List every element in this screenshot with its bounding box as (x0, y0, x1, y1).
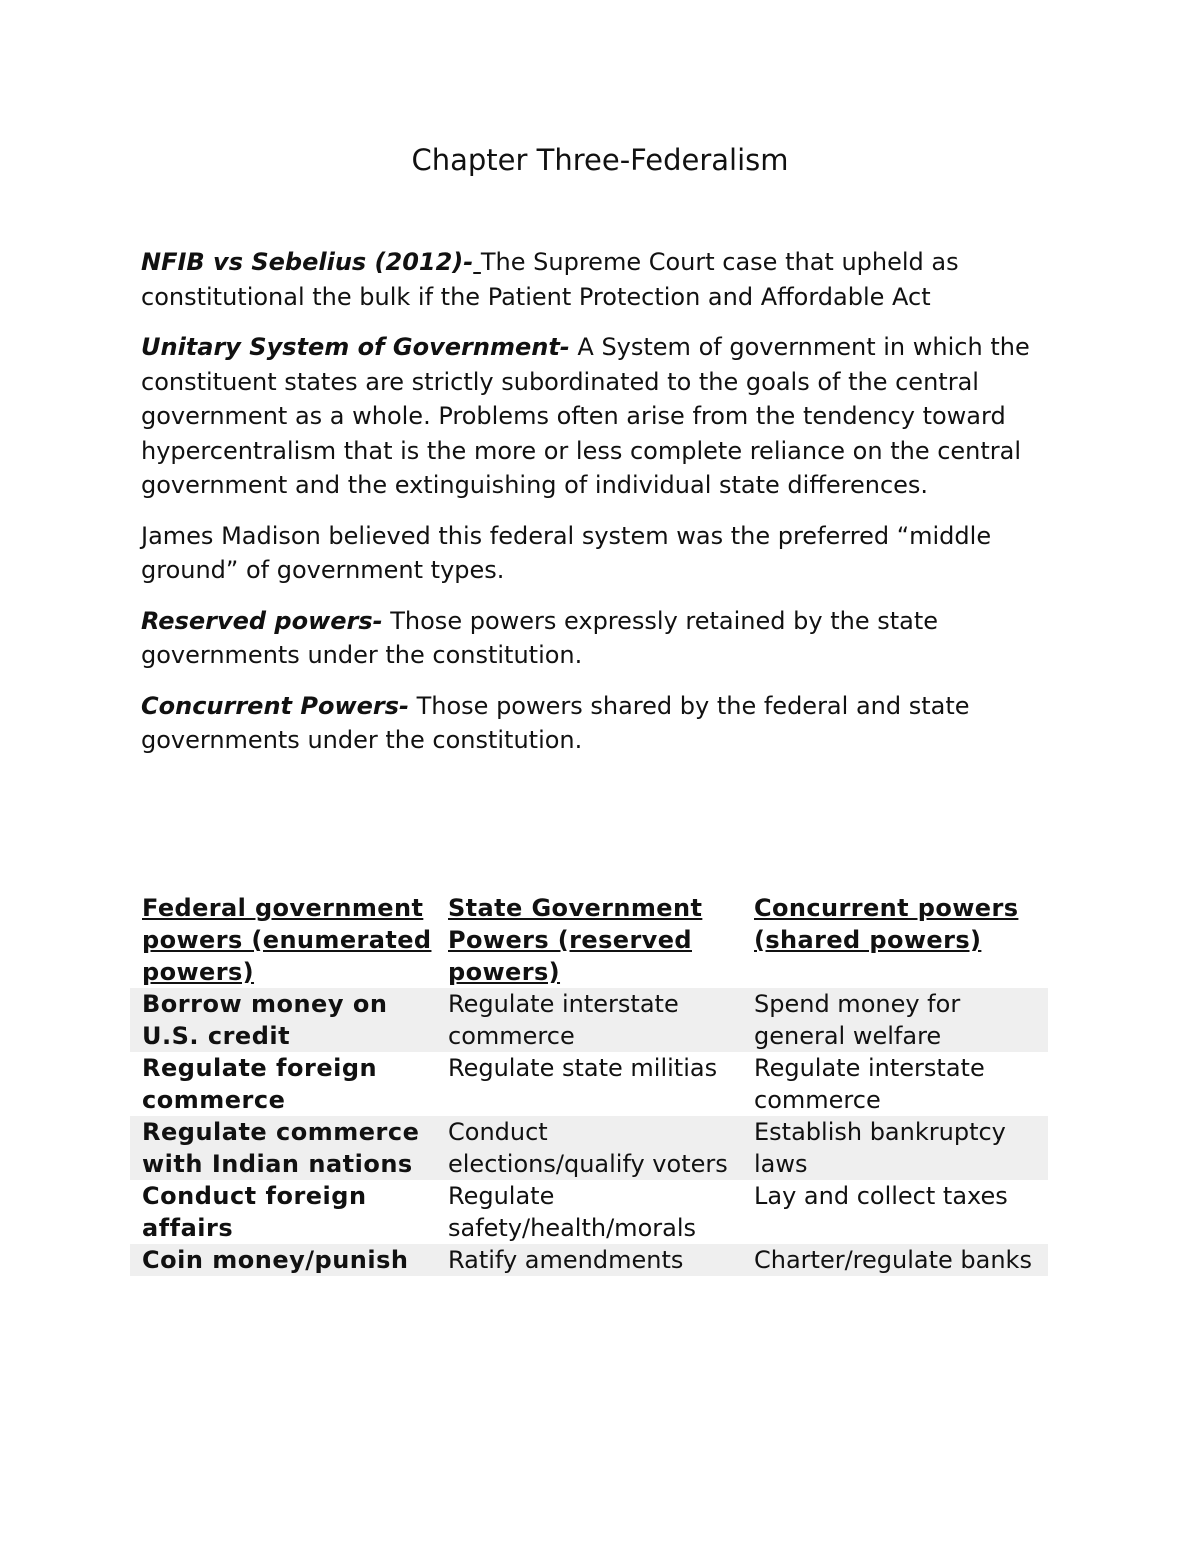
state-power-cell: Regulate safety/health/morals (448, 1182, 696, 1242)
table-row (130, 1116, 1048, 1180)
definition-concurrent (141, 689, 1071, 758)
federal-power-cell: Coin money/punish (130, 1244, 436, 1276)
concurrent-power-cell: Regulate interstate commerce (754, 1054, 985, 1114)
underlined-gap (473, 248, 481, 276)
term-reserved: Reserved powers- (141, 606, 383, 635)
madison-text: James Madison believed this federal system was the preferred “middle ground” of government types. (141, 521, 992, 584)
page-title: Chapter Three-Federalism (411, 143, 789, 177)
state-power-cell: Ratify amendments (436, 1244, 742, 1276)
state-power-cell: Conduct elections/qualify voters (436, 1116, 742, 1180)
table-row (130, 1180, 1048, 1244)
definition-text-unitary: A System of government in which the constituent states are strictly subordinated to the goals of the central government as a whole. Problems often arise from the tendency toward hypercentralism that is the more or less complete reliance on the central government and the extinguishing of individual state differences. (141, 333, 1030, 499)
table-row (130, 1052, 1048, 1116)
concurrent-power-cell: Lay and collect taxes (754, 1182, 1008, 1210)
concurrent-power-cell: Establish bankruptcy laws (742, 1116, 1048, 1180)
definition-text-nfib: The Supreme Court case that upheld as constitutional the bulk if the Patient Protection and Affordable Act (141, 248, 959, 311)
header-state: State Government Powers (reserved powers) (448, 894, 703, 986)
madison-note (141, 519, 1071, 588)
header-federal: Federal government powers (enumerated powers) (142, 894, 432, 986)
table-header-row (130, 892, 1048, 988)
header-concurrent: Concurrent powers (shared powers) (754, 894, 1019, 954)
federal-power-cell: Borrow money on U.S. credit (130, 988, 436, 1052)
powers-table (130, 892, 1048, 1276)
table-row (130, 988, 1048, 1052)
state-power-cell: Regulate state militias (448, 1054, 718, 1082)
definition-reserved (141, 604, 1071, 673)
state-power-cell: Regulate interstate commerce (436, 988, 742, 1052)
definition-text-concurrent: Those powers shared by the federal and state governments under the constitution. (141, 691, 970, 754)
federal-power-cell: Conduct foreign affairs (142, 1182, 367, 1242)
concurrent-power-cell: Spend money for general welfare (742, 988, 1048, 1052)
concurrent-power-cell: Charter/regulate banks (742, 1244, 1048, 1276)
federal-power-cell: Regulate commerce with Indian nations (130, 1116, 436, 1180)
federal-power-cell: Regulate foreign commerce (142, 1054, 378, 1114)
definition-nfib (141, 245, 1071, 314)
term-nfib: NFIB vs Sebelius (2012)- (141, 248, 474, 276)
table-row (130, 1244, 1048, 1276)
term-unitary: Unitary System of Government- (141, 333, 570, 361)
document-body (141, 245, 1071, 774)
term-concurrent: Concurrent Powers- (141, 691, 409, 720)
definition-unitary (141, 330, 1071, 503)
definition-text-reserved: Those powers expressly retained by the state governments under the constitution. (141, 606, 939, 669)
